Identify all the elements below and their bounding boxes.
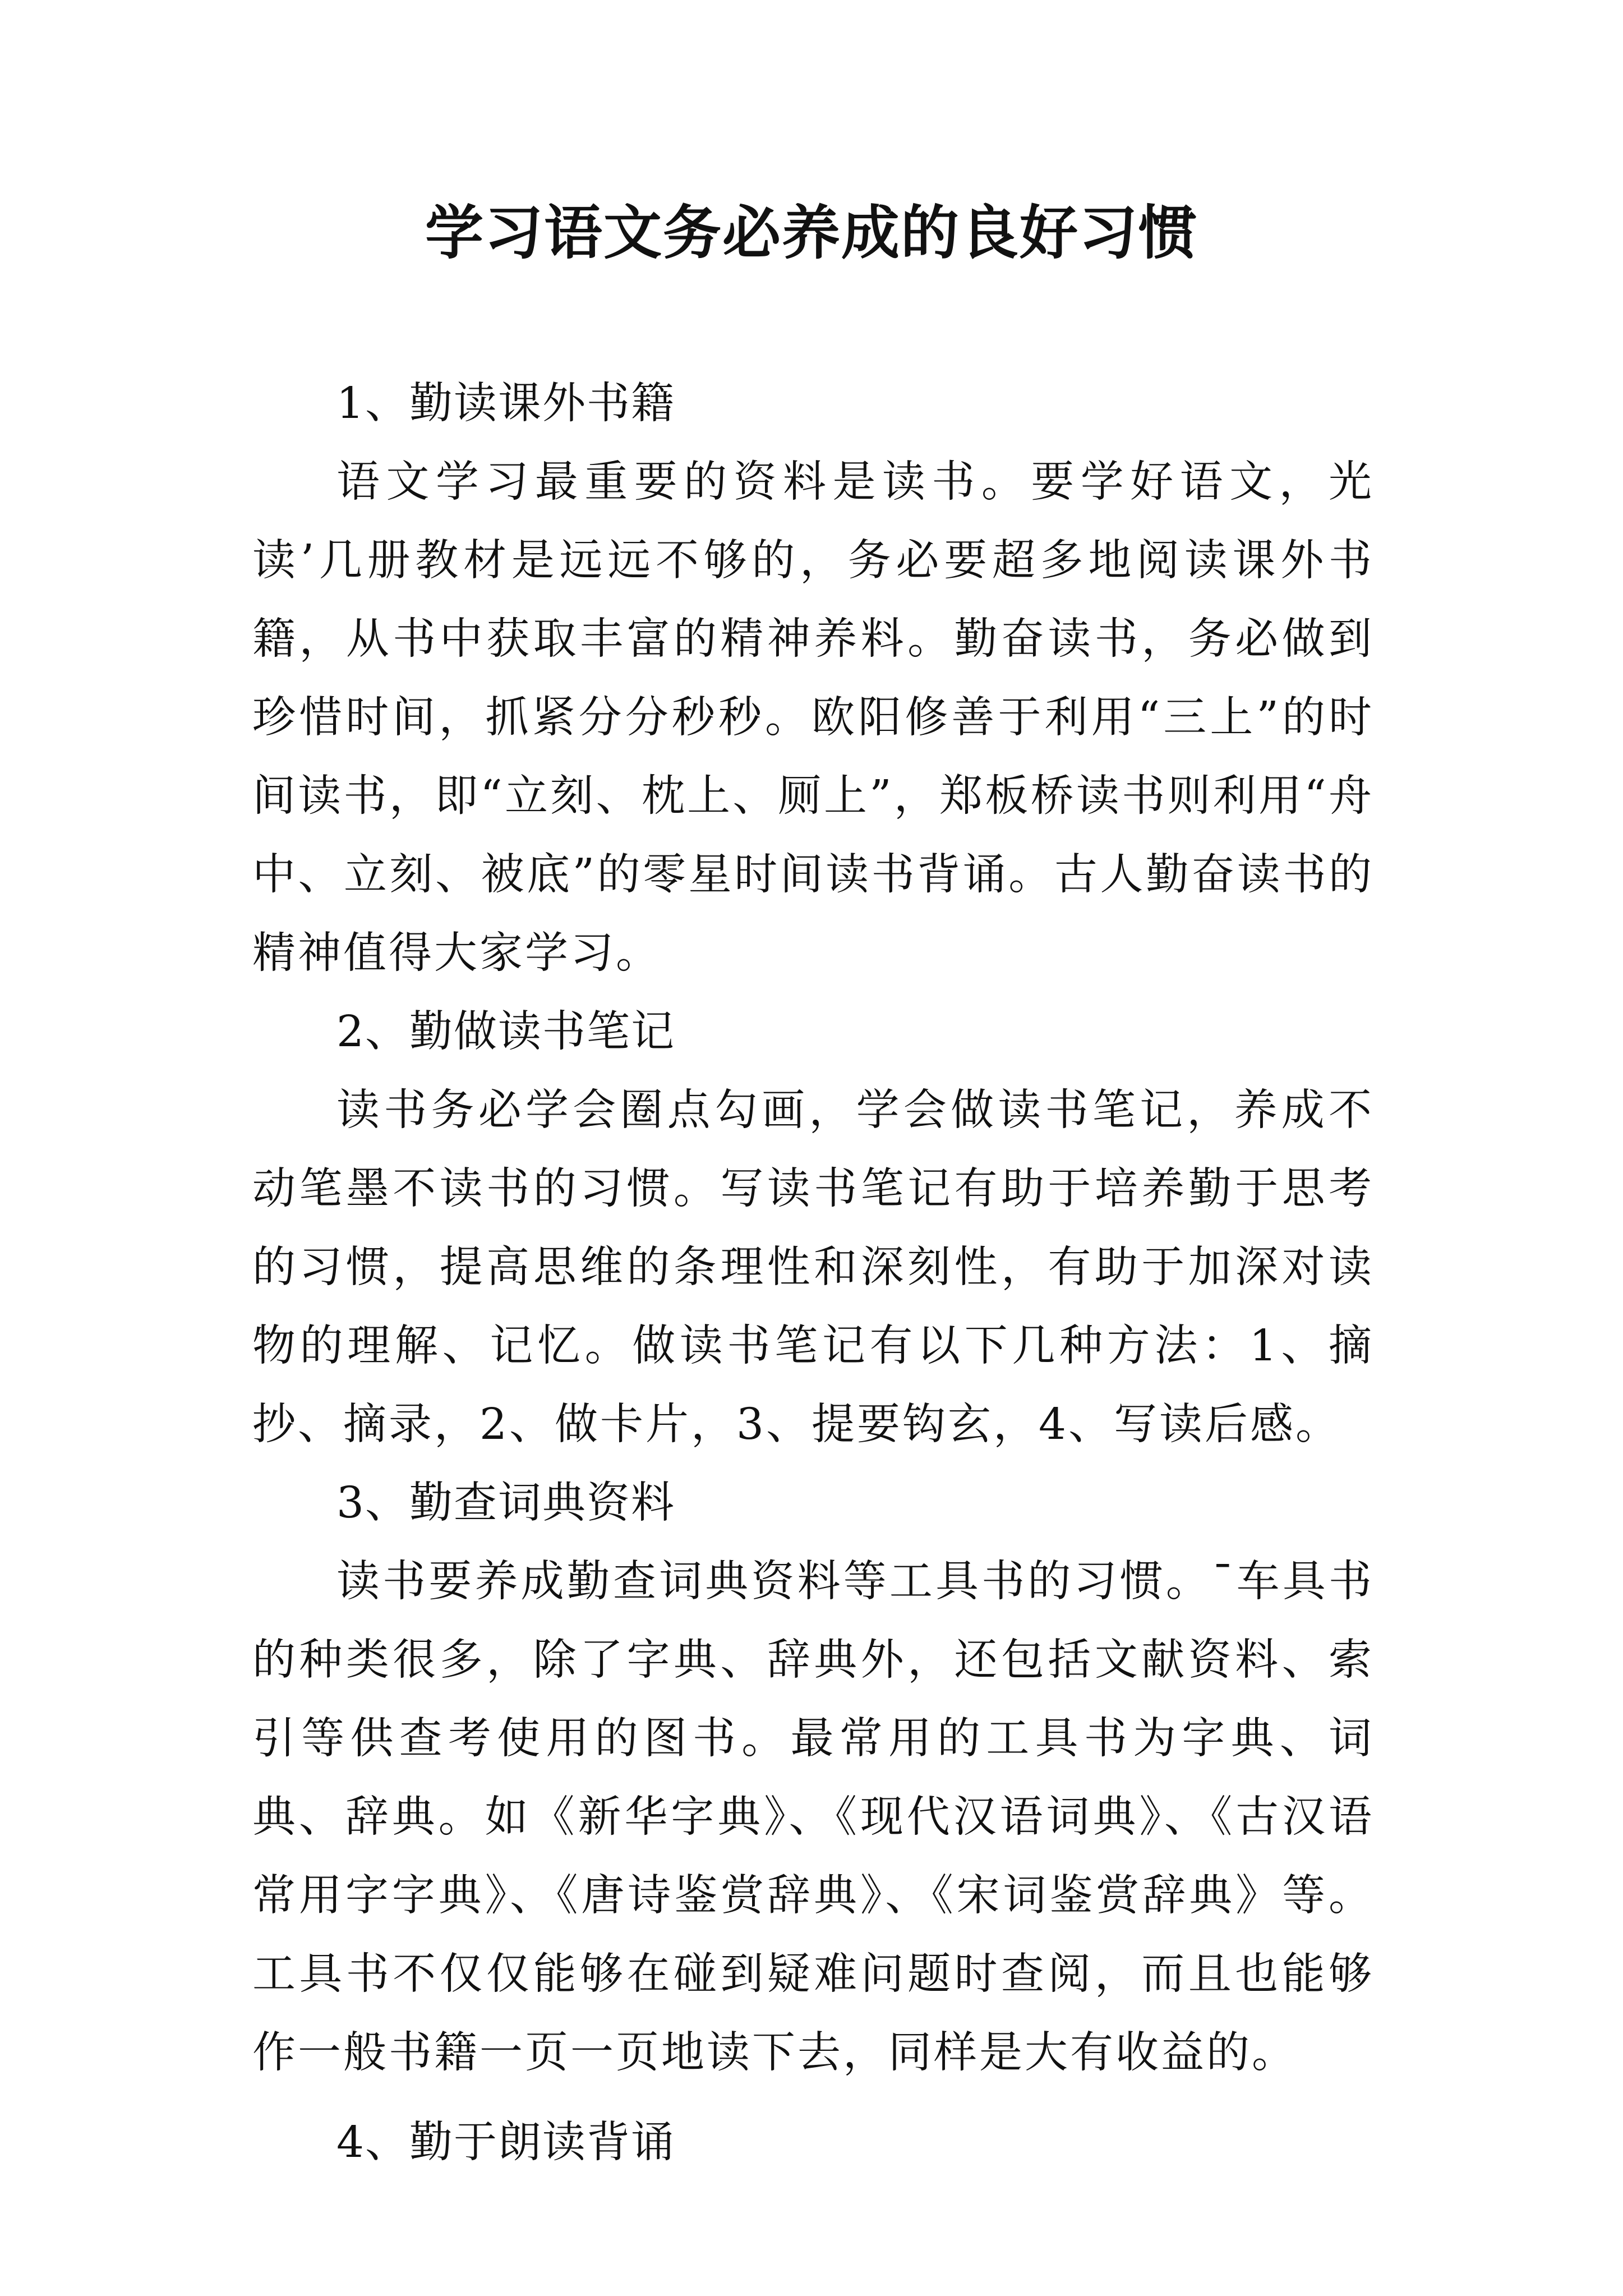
spacer: [252, 2092, 1374, 2104]
document-body: [252, 365, 1374, 2182]
page-title: 学习语文务必养成的良好习惯: [425, 199, 1198, 267]
section-paragraph: 读书务必学会圈点勾画，学会做读书笔记，养成不动笔墨不读书的习惯。写读书笔记有助于培养勤于思考的习惯，提高思维的条理性和深刻性，有助于加深对读物的理解、记忆。做读书笔记有以下几种方法：1、摘抄、摘录，2、做卡片，3、提要钩玄，4、写读后感。: [252, 1085, 1374, 1450]
section-heading: 2、勤做读书笔记: [336, 1007, 675, 1057]
section-paragraph: 语文学习最重要的资料是读书。要学好语文，光读’几册教材是远远不够的，务必要超多地阅读课外书籍，从书中获取丰富的精神养料。勤奋读书，务必做到珍惜时间，抓紧分分秒秒。欧阳修善于利用“三上”的时间读书，即“立刻、枕上、厕上”，郑板桥读书则利用“舟中、立刻、被底”的零星时间读书背诵。古人勤奋读书的精神值得大家学习。: [252, 457, 1374, 978]
section-heading: 1、勤读课外书籍: [336, 379, 675, 429]
section-heading: 3、勤查词典资料: [336, 1478, 675, 1528]
section-paragraph: 读书要养成勤查词典资料等工具书的习惯。¯车具书的种类很多，除了字典、辞典外，还包括文献资料、索引等供查考使用的图书。最常用的工具书为字典、词典、辞典。如《新华字典》、《现代汉语词典》、《古汉语常用字字典》、《唐诗鉴赏辞典》、《宋词鉴赏辞典》等。工具书不仅仅能够在碰到疑难问题时查阅，而且也能够作一般书籍一页一页地读下去，同样是大有收益的。: [252, 1557, 1374, 2078]
section-heading: 4、勤于朗读背诵: [336, 2118, 675, 2168]
